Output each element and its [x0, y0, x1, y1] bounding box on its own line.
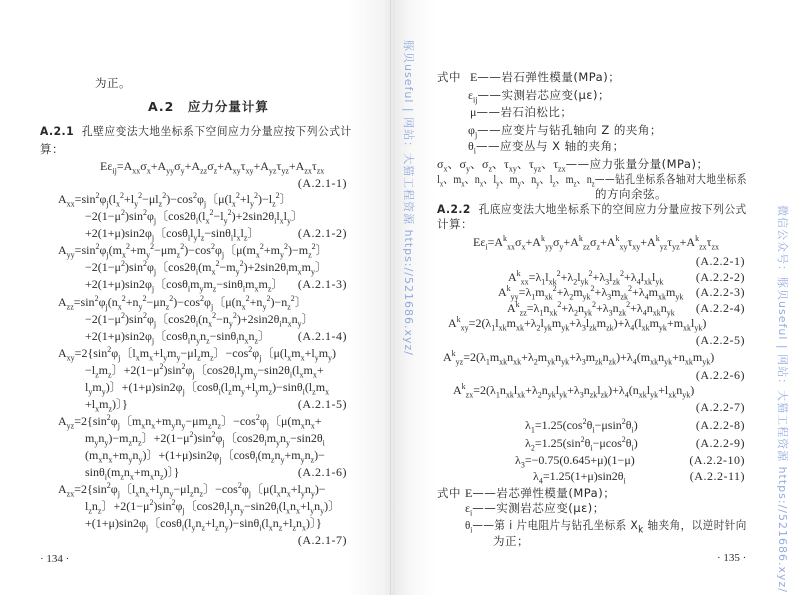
equation-number: (A.2.2-3): [695, 285, 745, 299]
clause-text: 孔壁应变法大地坐标系下空间应力分量应按下列公式计: [81, 124, 352, 138]
page-gutter: [390, 0, 391, 595]
definition-text: ——实测岩芯应变(με)；: [472, 501, 605, 515]
definition-text: ——岩石弹性模量(MPa)；: [477, 70, 621, 84]
formula-line: $+(1+\mu)\sin 2\varphi_j$〔$\cos\theta_i(l_yn_z+l_zn_y)-\sin\theta_i(l_xn_z+l_zn_x)$〕}: [85, 516, 322, 533]
watermark-middle: 豚贝useful | 网站：大猫工程资源 https://521686.xyz/: [402, 40, 415, 356]
equation-number: (A.2.1-3): [297, 277, 347, 291]
definition-cont: 的方向余弦。: [595, 187, 667, 201]
formula-line: $A_{xy}=2\{\sin^2\varphi_j$〔$l_xm_x+l_ym_y-\mu l_zm_z$〕$-\cos^2\varphi_j$〔$\mu(l_xm_x+l_ym_y)$: [58, 345, 337, 363]
equation-number: (A.2.2-6): [695, 368, 745, 382]
clause-a21: [40, 124, 352, 138]
formula-line: $m_yn_y)-m_zn_z$〕$+2(1-\mu^2)\sin^2\varphi_j$〔$\cos 2\theta_im_yn_y-\sin 2\theta_i$: [85, 430, 325, 448]
definition: [465, 518, 747, 536]
formula-line: $A^k_{xx}=\lambda_1l_{xk}^2+\lambda_2l_{yk}^2+\lambda_3l_{zk}^2+\lambda_4l_{xk}l_{yk}$: [508, 269, 664, 287]
equation-number: (A.2.2-8): [695, 418, 745, 432]
equation-number: (A.2.2-2): [695, 270, 745, 284]
definition: [468, 139, 625, 156]
definition: [437, 172, 747, 189]
definition: [465, 501, 605, 518]
formula-line: $l_ym_y$)〕$+(1+\mu)\sin 2\varphi_j$〔$\cos\theta_i(l_zm_y+l_ym_z)-\sin\theta_i(l_zm_x$: [85, 380, 330, 397]
symbol: $\varepsilon_{ij}$: [468, 88, 478, 105]
formula-line: $+l_xm_z$)〕}: [85, 397, 128, 414]
symbol: $\theta_i$: [468, 139, 476, 156]
right-page: [395, 0, 800, 595]
definition-text: ——第 i 片电阻片与钻孔坐标系 $X_k$ 轴夹角，以逆时针向: [472, 518, 747, 536]
formula-line: $-l_zm_z$〕$+2(1-\mu^2)\sin^2\varphi_j$〔$\cos 2\theta_il_ym_y-\sin 2\theta_i(l_xm_x+$: [85, 362, 324, 380]
formula-line: $l_zn_z$〕$+2(1-\mu^2)\sin^2\varphi_j$〔$\cos 2\theta_il_yn_y-\sin 2\theta_i(l_xn_x+l_yn_y)$〕: [85, 498, 341, 516]
where-label: 式中: [437, 70, 461, 84]
definition-text: ——应变丛与 X 轴的夹角；: [475, 139, 625, 153]
clause-text: 孔底应变法大地坐标系下的空间应力分量应按下列公式: [478, 202, 747, 216]
formula-line: $+2(1+\mu)\sin 2\varphi_j$〔$\cos\theta_in_yn_z-\sin\theta_in_xn_z$〕: [85, 329, 271, 346]
definition-text: ——应力张量分量(MPa)；: [565, 157, 709, 171]
formula-line: $E\varepsilon_{ij}=A_{xx}\sigma_x+A_{yy}\sigma_y+A_{zz}\sigma_z+A_{xy}\tau_{xy}+A_{yz}\tau_{yz}+A_{zx}\tau_{zx}$: [100, 159, 325, 176]
formula-line: $\lambda_4=1.25(1+\mu)\sin 2\theta_i$: [533, 469, 626, 486]
equation-number: (A.2.1-4): [297, 329, 347, 343]
watermark-edge: 微信公众号：豚贝useful | 网站：大猫工程资源 https://521686.xyz/: [776, 205, 789, 593]
formula-line: $A^k_{zz}=\lambda_1n_{xk}^2+\lambda_2n_{yk}^2+\lambda_3n_{zk}^2+\lambda_4n_{xk}n_{yk}$: [507, 300, 675, 318]
clause-text-cont: 计算：: [437, 217, 473, 231]
equation-number: (A.2.1-5): [297, 397, 347, 411]
equation-number: (A.2.2-7): [695, 400, 745, 414]
definition-text: ——岩芯弹性模量(MPa)；: [472, 486, 616, 500]
equation-number: (A.2.2-10): [689, 453, 745, 467]
left-page: [0, 0, 395, 595]
formula-line: $\sin\theta_i(m_zn_x+m_xn_z)$〕}: [85, 465, 180, 482]
formula-line: $A_{xx}=\sin^2\varphi_j(l_x^2+l_y^2-\mu l_z^2)-\cos^2\varphi_j$〔$\mu(l_x^2+l_y^2)-l_z^2$〕: [58, 191, 292, 209]
formula-line: $-2(1-\mu^2)\sin^2\varphi_j$〔$\cos 2\theta_i(l_x^2-l_y^2)+2\sin 2\theta_il_xl_y$〕: [85, 208, 304, 226]
clause-text-cont: 算：: [40, 142, 64, 156]
equation-number: (A.2.2-4): [695, 301, 745, 315]
formula-line: $A^k_{yy}=\lambda_1m_{xk}^2+\lambda_2m_{yk}^2+\lambda_3m_{zk}^2+\lambda_4m_{xk}m_{yk}$: [498, 284, 684, 302]
formula-line: $\lambda_2=1.25(\sin^2\theta_i-\mu\cos^2\theta_i)$: [525, 435, 638, 453]
definition: [468, 123, 662, 140]
definition-text: ——钻孔坐标系各轴对大地坐标系: [594, 172, 747, 186]
symbol: $\varphi_j$: [468, 123, 478, 140]
definition-text: ——实测岩芯应变(με)；: [477, 88, 611, 102]
equation-number: (A.2.1-2): [297, 226, 347, 240]
page-number: · 134 ·: [40, 553, 70, 565]
equation-number: (A.2.1-6): [297, 465, 347, 479]
symbol: $\sigma_x$、$\sigma_y$、$\sigma_z$、$\tau_{xy}$、$\tau_{yz}$、$\tau_{zx}$: [437, 157, 566, 174]
formula-line: $+2(1+\mu)\sin 2\varphi_j$〔$\cos\theta_im_ym_z-\sin\theta_im_xm_z$〕: [85, 277, 284, 294]
formula-line: $(m_xn_x+m_yn_y)$〕$+(1+\mu)\sin 2\varphi_j$〔$\cos\theta_i(m_zn_y+m_yn_z)-$: [85, 448, 325, 465]
formula-line: $A_{zx}=2\{\sin^2\varphi_j$〔$l_xn_x+l_yn_y-\mu l_zn_z$〕$-\cos^2\varphi_j$〔$\mu(l_xn_x+l_yn_y)-$: [58, 481, 326, 499]
definition-text: ——应变片与钻孔轴向 Z 的夹角；: [477, 123, 662, 137]
definition: [470, 105, 572, 119]
clause-number: A.2.1: [40, 124, 75, 138]
equation-number: (A.2.2-1): [695, 254, 745, 268]
symbol: μ: [470, 105, 477, 119]
definition: [468, 88, 611, 105]
equation-number: (A.2.2-9): [695, 436, 745, 450]
section-heading: A.2 应力分量计算: [148, 99, 269, 114]
formula-line: $A^k_{zx}=2(\lambda_1n_{xk}l_{xk}+\lambda_2n_{yk}l_{yk}+\lambda_3n_{zk}l_{zk})+\lambda_4(n_{xk}l_{yk}+l_{xk}n_{yk})$: [453, 382, 695, 400]
formula-line: $A^k_{xy}=2(\lambda_1l_{xk}m_{xk}+\lambda_2l_{yk}m_{yk}+\lambda_3l_{zk}m_{zk})+\lambda_4(l_{xk}m_{yk}+m_{xk}l_{yk})$: [448, 315, 707, 333]
formula-line: $\lambda_3=-0.75(0.645+\mu)(1-\mu)$: [515, 453, 635, 470]
definition: [465, 486, 615, 500]
definition-cont: 为正；: [493, 534, 529, 548]
intro-tail: 为正。: [95, 76, 131, 90]
where-label: 式中: [437, 486, 461, 500]
formula-line: $A_{zz}=\sin^2\varphi_j(n_x^2+n_y^2-\mu n_z^2)-\cos^2\varphi_j$〔$\mu(n_x^2+n_y^2)-n_z^2$〕: [58, 294, 307, 312]
equation-number: (A.2.2-5): [695, 333, 745, 347]
symbol: $\varepsilon_i$: [465, 501, 473, 518]
symbol: $l_x$、$m_x$、$n_x$、$l_y$、$m_y$、$n_y$、$l_z$、$m_z$、$n_z$: [437, 172, 595, 189]
formula-line: $\lambda_1=1.25(\cos^2\theta_i-\mu\sin^2\theta_i)$: [525, 417, 638, 435]
symbol: $\theta_i$: [465, 518, 473, 535]
symbol: E: [470, 70, 478, 84]
formula-line: $-2(1-\mu^2)\sin^2\varphi_j$〔$\cos 2\theta_i(m_x^2-m_y^2)+2\sin 2\theta_im_xm_y$〕: [85, 259, 328, 277]
definition-text: ——岩石泊松比；: [476, 105, 573, 119]
formula-line: $+2(1+\mu)\sin 2\varphi_j$〔$\cos\theta_il_yl_z-\sin\theta_il_xl_z$〕: [85, 226, 260, 243]
page-number: · 135 ·: [717, 552, 747, 564]
definition: [470, 70, 620, 84]
formula-line: $-2(1-\mu^2)\sin^2\varphi_j$〔$\cos 2\theta_i(n_x^2-n_y^2)+2\sin 2\theta_in_xn_y$〕: [85, 311, 314, 329]
equation-number: (A.2.2-11): [689, 469, 745, 483]
formula-line: $E\varepsilon_i=A^k_{xx}\sigma_x+A^k_{yy}\sigma_y+A^k_{zz}\sigma_z+A^k_{xy}\tau_{xy}+A^k_{yz}\tau_{yz}+A^k_{zx}\tau_{zx}$: [473, 234, 720, 252]
equation-number: (A.2.1-1): [297, 176, 347, 190]
formula-line: $A_{yz}=2\{\sin^2\varphi_j$〔$m_xn_x+m_yn_y-\mu m_zn_z$〕$-\cos^2\varphi_j$〔$\mu(m_xn_x+$: [58, 413, 322, 431]
formula-line: $A^k_{yz}=2(\lambda_1m_{xk}n_{xk}+\lambda_2m_{yk}n_{yk}+\lambda_3m_{zk}n_{zk})+\lambda_4(m_{xk}n_{yk}+n_{xk}m_{yk})$: [443, 349, 715, 367]
clause-number: A.2.2: [437, 202, 471, 216]
formula-line: $A_{yy}=\sin^2\varphi_j(m_x^2+m_y^2-\mu m_z^2)-\cos^2\varphi_j$〔$\mu(m_x^2+m_y^2)-m_z^2$〕: [58, 242, 328, 260]
equation-number: (A.2.1-7): [297, 533, 347, 547]
definition: [437, 157, 709, 174]
symbol: E: [465, 486, 473, 500]
clause-a22: [437, 202, 747, 216]
